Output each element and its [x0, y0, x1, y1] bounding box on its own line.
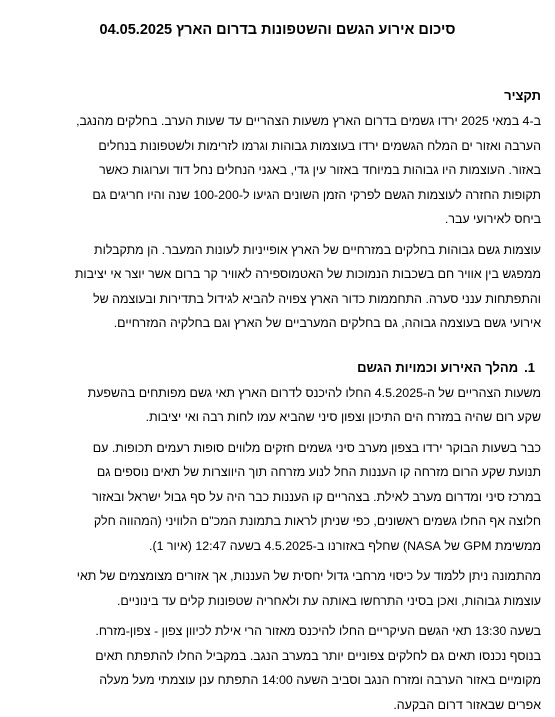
text-line: אירועי גשם בעוצמה גבוהה, גם בחלקים המערביים של הארץ וגם בחלקיה המזרחיים.	[14, 311, 541, 336]
section-1-title: מהלך האירוע וכמויות הגשם	[357, 358, 518, 377]
text-line: חלוצה אף החלו גשמים ראשונים, כפי שניתן לראות בתמונת המכ"ם הלוויני (המהווה חלק	[14, 509, 541, 534]
section-1-paragraph	[14, 564, 541, 613]
text-line: והתפתחות ענני סערה. התחממות כדור הארץ צפויה להביא לגידול בתדירות ובעוצמה של	[14, 287, 541, 312]
section-1-paragraph	[14, 381, 541, 430]
summary-paragraph	[14, 109, 541, 232]
text-line: תקופות החזרה לעוצמות הגשם לפרקי הזמן השונים הגיעו ל-100-200 שנה והיו חריגים גם	[14, 183, 541, 208]
text-line: במרכז סיני ומדרום מערב לאילת. בצהריים קו העננות כבר היה על סף גבול ישראל ובאזור	[14, 485, 541, 510]
text-line: עוצמות גבוהות, ואכן בסיני התרחשו באותה עת ולאחריה שטפונות קלים עד בינוניים.	[14, 589, 541, 614]
text-line: תנועת שקע הרום מזרחה קו העננות החל לנוע מזרחה תוך היווצרות של תאים נוספים גם	[14, 460, 541, 485]
text-line: כבר בשעות הבוקר ירדו בצפון מערב סיני גשמים חזקים מלווים סופות רעמים תכופות. עם	[14, 436, 541, 461]
text-line: ממפגש בין אוויר חם בשכבות הנמוכות של האטמוספירה לאוויר קר ברום אשר יוצר אי יציבות	[14, 262, 541, 287]
summary-paragraph	[14, 238, 541, 336]
summary-heading: תקציר	[14, 86, 541, 105]
text-line: באזור. העוצמות היו גבוהות במיוחד באזור עין גדי, באגני הנחלים נחל דוד וערוגות כאשר	[14, 158, 541, 183]
text-line: ב-4 במאי 2025 ירדו גשמים בדרום הארץ משעות הצהריים עד שעות הערב. בחלקים מהנגב,	[14, 109, 541, 134]
text-line: הערבה ואזור ים המלח הגשמים ירדו בעוצמות גבוהות וגרמו לזרימות ולשטפונות בנחלים	[14, 134, 541, 159]
summary-section	[14, 109, 541, 336]
section-1-paragraph	[14, 436, 541, 559]
text-line: מהתמונה ניתן ללמוד על כיסוי מרחבי גדול יחסית של העננות, אך אזורים מצומצמים של תאי	[14, 564, 541, 589]
document-title: סיכום אירוע הגשם והשטפונות בדרום הארץ 04.05.2025	[14, 20, 541, 40]
text-line: ביחס לאירועי עבר.	[14, 207, 541, 232]
text-line: בשעה 13:30 תאי הגשם העיקריים החלו להיכנס מאזור הרי אילת לכיוון צפון - צפון-מזרח.	[14, 619, 541, 644]
text-line: שקע רום שהיה במזרח הים התיכון וצפון סיני שהביא עמו לחות רבה ואי יציבות.	[14, 405, 541, 430]
text-line: מקומיים באזור הערבה ומזרח הנגב וסביב השעה 14:00 התפתח ענן עוצמתי מעל מעלה	[14, 668, 541, 693]
section-1-number: 1.	[524, 358, 535, 377]
text-line: אפרים שבאזור דרום הבקעה.	[14, 693, 541, 717]
text-line: ממשימת GPM של NASA) שחלף באזורנו ב-4.5.2025 בשעה 12:47 (איור 1).	[14, 534, 541, 559]
text-line: משעות הצהריים של ה-4.5.2025 החלו להיכנס לדרום הארץ תאי גשם מפותחים בהשפעת	[14, 381, 541, 406]
section-1-body	[14, 381, 541, 717]
section-1-paragraph	[14, 619, 541, 717]
section-1-heading	[14, 358, 541, 377]
text-line: בנוסף נכנסו תאים גם לחלקים צפוניים יותר במערב הנגב. במקביל החלו להתפתח תאים	[14, 644, 541, 669]
text-line: עוצמות גשם גבוהות בחלקים במזרחיים של הארץ אופייניות לעונות המעבר. הן מתקבלות	[14, 238, 541, 263]
